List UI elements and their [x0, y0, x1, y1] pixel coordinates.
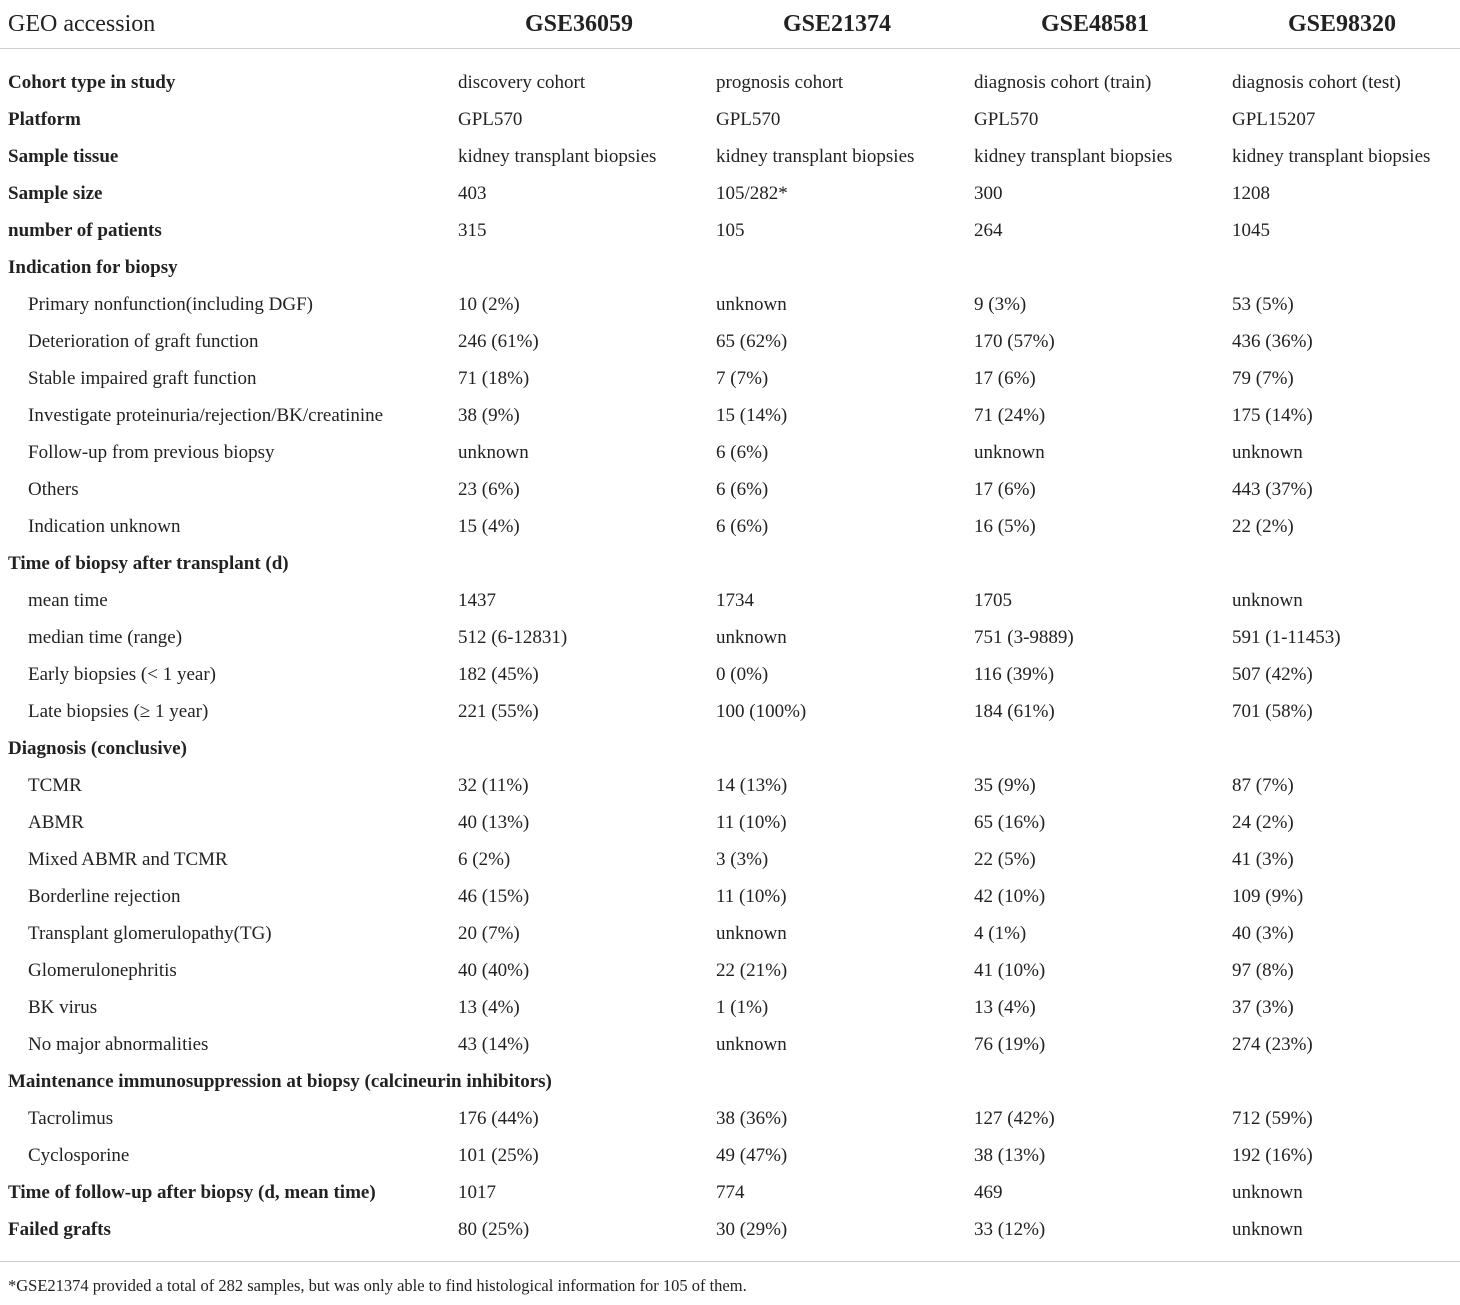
- row-value-gse98320: 53 (5%): [1232, 293, 1294, 315]
- row-value-gse98320: unknown: [1232, 1218, 1303, 1240]
- table-top-spacer: [0, 49, 1460, 65]
- row-value-gse48581: 4 (1%): [974, 922, 1027, 944]
- row-label: Deterioration of graft function: [28, 330, 259, 352]
- row-value-gse21374: 11 (10%): [716, 811, 787, 833]
- row-value-gse48581: GPL570: [974, 108, 1039, 130]
- row-value-gse48581: 751 (3-9889): [974, 626, 1074, 648]
- row-value-gse48581: 33 (12%): [974, 1218, 1046, 1240]
- row-value-gse21374: 6 (6%): [716, 441, 769, 463]
- row-value-gse21374: 38 (36%): [716, 1107, 788, 1129]
- row-label: mean time: [28, 589, 108, 611]
- row-value-gse98320: 40 (3%): [1232, 922, 1294, 944]
- row-label: number of patients: [8, 219, 162, 241]
- row-value-gse98320: unknown: [1232, 441, 1303, 463]
- row-value-gse48581: 17 (6%): [974, 367, 1036, 389]
- row-value-gse48581: 17 (6%): [974, 478, 1036, 500]
- row-value-gse21374: 11 (10%): [716, 885, 787, 907]
- table-row: [0, 656, 1460, 693]
- row-label: No major abnormalities: [28, 1033, 209, 1055]
- header-col-gse48581: GSE48581: [966, 0, 1224, 49]
- row-value-gse21374: unknown: [716, 922, 787, 944]
- row-value-gse98320: 97 (8%): [1232, 959, 1294, 981]
- table-header: [0, 0, 1460, 49]
- table-row: [0, 323, 1460, 360]
- row-value-gse36059: unknown: [458, 441, 529, 463]
- row-label: Others: [28, 478, 79, 500]
- row-value-gse36059: 101 (25%): [458, 1144, 539, 1166]
- row-value-gse36059: 512 (6-12831): [458, 626, 568, 648]
- row-label: Time of follow-up after biopsy (d, mean time): [8, 1181, 376, 1203]
- row-value-gse48581: 71 (24%): [974, 404, 1046, 426]
- row-value-gse21374: 15 (14%): [716, 404, 788, 426]
- row-value-gse98320: [1224, 730, 1460, 767]
- row-value-gse21374: [708, 1063, 966, 1100]
- row-value-gse21374: 105: [716, 219, 745, 241]
- row-value-gse48581: diagnosis cohort (train): [974, 71, 1152, 93]
- row-value-gse98320: [1224, 545, 1460, 582]
- row-label: Investigate proteinuria/rejection/BK/creatinine: [28, 404, 384, 426]
- table-row: [0, 434, 1460, 471]
- row-value-gse21374: prognosis cohort: [716, 71, 844, 93]
- row-value-gse48581: 127 (42%): [974, 1107, 1055, 1129]
- row-value-gse48581: 13 (4%): [974, 996, 1036, 1018]
- row-value-gse21374: 100 (100%): [716, 700, 807, 722]
- table-row: [0, 915, 1460, 952]
- row-label: BK virus: [28, 996, 98, 1018]
- row-value-gse98320: diagnosis cohort (test): [1232, 71, 1401, 93]
- row-value-gse36059: 40 (40%): [458, 959, 530, 981]
- row-label: median time (range): [28, 626, 183, 648]
- table-row: [0, 508, 1460, 545]
- row-value-gse48581: [966, 1063, 1224, 1100]
- row-value-gse36059: 6 (2%): [458, 848, 511, 870]
- row-value-gse48581: 76 (19%): [974, 1033, 1046, 1055]
- row-value-gse36059: 15 (4%): [458, 515, 520, 537]
- table-row: [0, 619, 1460, 656]
- header-col-gse21374: GSE21374: [708, 0, 966, 49]
- row-value-gse36059: [450, 545, 708, 582]
- row-value-gse48581: kidney transplant biopsies: [974, 145, 1173, 167]
- row-value-gse36059: 46 (15%): [458, 885, 530, 907]
- table-row: [0, 545, 1460, 582]
- header-row: [0, 0, 1460, 49]
- row-value-gse21374: 1 (1%): [716, 996, 769, 1018]
- row-value-gse98320: 87 (7%): [1232, 774, 1294, 796]
- row-label: Early biopsies (< 1 year): [28, 663, 216, 685]
- row-value-gse98320: 37 (3%): [1232, 996, 1294, 1018]
- row-label: Failed grafts: [8, 1218, 111, 1240]
- row-value-gse48581: 1705: [974, 589, 1012, 611]
- row-value-gse98320: 41 (3%): [1232, 848, 1294, 870]
- row-label: Cohort type in study: [8, 71, 176, 93]
- row-value-gse98320: 712 (59%): [1232, 1107, 1313, 1129]
- row-value-gse48581: [966, 249, 1224, 286]
- table-row: [0, 360, 1460, 397]
- row-label: Indication for biopsy: [8, 256, 178, 278]
- row-value-gse98320: GPL15207: [1232, 108, 1316, 130]
- table-row: [0, 952, 1460, 989]
- row-value-gse98320: 1045: [1232, 219, 1270, 241]
- row-value-gse98320: 1208: [1232, 182, 1270, 204]
- row-value-gse21374: [708, 249, 966, 286]
- row-label: Sample tissue: [8, 145, 119, 167]
- table-row: [0, 101, 1460, 138]
- row-label: Transplant glomerulopathy(TG): [28, 922, 272, 944]
- row-value-gse21374: 0 (0%): [716, 663, 769, 685]
- table-row: [0, 804, 1460, 841]
- row-value-gse98320: 79 (7%): [1232, 367, 1294, 389]
- row-value-gse48581: 184 (61%): [974, 700, 1055, 722]
- row-value-gse98320: [1224, 249, 1460, 286]
- row-value-gse21374: 774: [716, 1181, 745, 1203]
- row-value-gse98320: kidney transplant biopsies: [1232, 145, 1431, 167]
- row-value-gse36059: 71 (18%): [458, 367, 530, 389]
- table-row: [0, 767, 1460, 804]
- row-value-gse48581: 35 (9%): [974, 774, 1036, 796]
- table-row: [0, 212, 1460, 249]
- table-body: [0, 49, 1460, 1262]
- row-value-gse36059: 182 (45%): [458, 663, 539, 685]
- row-label: Follow-up from previous biopsy: [28, 441, 275, 463]
- table-row: [0, 1026, 1460, 1063]
- table-row: [0, 582, 1460, 619]
- row-value-gse21374: [708, 545, 966, 582]
- header-col-gse98320: GSE98320: [1224, 0, 1460, 49]
- row-value-gse36059: [450, 249, 708, 286]
- table-row: [0, 1174, 1460, 1211]
- row-value-gse36059: 32 (11%): [458, 774, 529, 796]
- table-row: [0, 471, 1460, 508]
- row-value-gse36059: [450, 730, 708, 767]
- row-value-gse36059: 80 (25%): [458, 1218, 530, 1240]
- row-label: TCMR: [28, 774, 82, 796]
- row-value-gse36059: 315: [458, 219, 487, 241]
- table-row: [0, 730, 1460, 767]
- row-value-gse48581: 116 (39%): [974, 663, 1055, 685]
- row-value-gse98320: 701 (58%): [1232, 700, 1313, 722]
- row-value-gse21374: 7 (7%): [716, 367, 769, 389]
- row-value-gse48581: 41 (10%): [974, 959, 1046, 981]
- row-value-gse36059: 176 (44%): [458, 1107, 539, 1129]
- row-value-gse36059: 13 (4%): [458, 996, 520, 1018]
- row-value-gse98320: unknown: [1232, 589, 1303, 611]
- row-value-gse36059: 23 (6%): [458, 478, 520, 500]
- row-value-gse98320: 109 (9%): [1232, 885, 1304, 907]
- row-value-gse36059: 246 (61%): [458, 330, 539, 352]
- row-label: Primary nonfunction(including DGF): [28, 293, 313, 315]
- row-value-gse98320: 274 (23%): [1232, 1033, 1313, 1055]
- table-row: [0, 989, 1460, 1026]
- row-value-gse98320: 443 (37%): [1232, 478, 1313, 500]
- table-row: [0, 1137, 1460, 1174]
- row-label: Cyclosporine: [28, 1144, 130, 1166]
- table-row: [0, 878, 1460, 915]
- table-bottom-rule: [0, 1248, 1460, 1262]
- row-value-gse48581: 264: [974, 219, 1003, 241]
- table-row: [0, 138, 1460, 175]
- table-row: [0, 397, 1460, 434]
- header-label: GEO accession: [0, 0, 450, 49]
- row-value-gse48581: 22 (5%): [974, 848, 1036, 870]
- row-value-gse98320: 175 (14%): [1232, 404, 1313, 426]
- row-value-gse98320: 436 (36%): [1232, 330, 1313, 352]
- row-label: Late biopsies (≥ 1 year): [28, 700, 209, 722]
- row-value-gse21374: 65 (62%): [716, 330, 788, 352]
- table-row: [0, 841, 1460, 878]
- row-value-gse21374: unknown: [716, 626, 787, 648]
- row-value-gse21374: 105/282*: [716, 182, 788, 204]
- row-value-gse21374: GPL570: [716, 108, 781, 130]
- row-value-gse21374: 49 (47%): [716, 1144, 788, 1166]
- row-label: Time of biopsy after transplant (d): [8, 552, 289, 574]
- row-label: Indication unknown: [28, 515, 181, 537]
- row-value-gse21374: unknown: [716, 293, 787, 315]
- row-label: ABMR: [28, 811, 84, 833]
- table-row: [0, 286, 1460, 323]
- row-label: Glomerulonephritis: [28, 959, 177, 981]
- header-col-gse36059: GSE36059: [450, 0, 708, 49]
- table-row: [0, 1211, 1460, 1248]
- row-value-gse36059: 38 (9%): [458, 404, 520, 426]
- row-value-gse21374: kidney transplant biopsies: [716, 145, 915, 167]
- row-value-gse36059: 403: [458, 182, 487, 204]
- row-value-gse21374: 3 (3%): [716, 848, 769, 870]
- table-row: [0, 1100, 1460, 1137]
- row-value-gse21374: unknown: [716, 1033, 787, 1055]
- row-label: Mixed ABMR and TCMR: [28, 848, 228, 870]
- row-value-gse48581: [966, 730, 1224, 767]
- row-value-gse21374: 22 (21%): [716, 959, 788, 981]
- table-row: [0, 1063, 1460, 1100]
- row-value-gse48581: 42 (10%): [974, 885, 1046, 907]
- row-label: Stable impaired graft function: [28, 367, 257, 389]
- row-value-gse98320: 22 (2%): [1232, 515, 1294, 537]
- row-label: Maintenance immunosuppression at biopsy (calcineurin inhibitors): [8, 1070, 552, 1092]
- row-value-gse98320: 24 (2%): [1232, 811, 1294, 833]
- row-value-gse48581: 16 (5%): [974, 515, 1036, 537]
- row-label: Diagnosis (conclusive): [8, 737, 187, 759]
- row-label: Tacrolimus: [28, 1107, 114, 1129]
- row-value-gse36059: kidney transplant biopsies: [458, 145, 657, 167]
- row-value-gse48581: 38 (13%): [974, 1144, 1046, 1166]
- row-value-gse98320: 507 (42%): [1232, 663, 1313, 685]
- row-value-gse48581: 9 (3%): [974, 293, 1027, 315]
- row-value-gse48581: unknown: [974, 441, 1045, 463]
- row-value-gse98320: unknown: [1232, 1181, 1303, 1203]
- table-footnote: *GSE21374 provided a total of 282 samples, but was only able to find histological information for 105 of them.: [8, 1276, 747, 1295]
- row-value-gse21374: [708, 730, 966, 767]
- table-row: [0, 693, 1460, 730]
- row-value-gse48581: [966, 545, 1224, 582]
- row-value-gse36059: 221 (55%): [458, 700, 539, 722]
- row-label: Sample size: [8, 182, 103, 204]
- row-value-gse21374: 6 (6%): [716, 515, 769, 537]
- table-row: [0, 249, 1460, 286]
- row-value-gse48581: 469: [974, 1181, 1003, 1203]
- row-value-gse21374: 14 (13%): [716, 774, 788, 796]
- table-row: [0, 64, 1460, 101]
- row-value-gse21374: 6 (6%): [716, 478, 769, 500]
- row-value-gse98320: 591 (1-11453): [1232, 626, 1341, 648]
- row-value-gse21374: 30 (29%): [716, 1218, 788, 1240]
- row-value-gse48581: 65 (16%): [974, 811, 1046, 833]
- row-label: Platform: [8, 108, 81, 130]
- row-value-gse21374: 1734: [716, 589, 754, 611]
- row-value-gse98320: 192 (16%): [1232, 1144, 1313, 1166]
- row-value-gse36059: 20 (7%): [458, 922, 520, 944]
- row-value-gse36059: 40 (13%): [458, 811, 530, 833]
- table-row: [0, 175, 1460, 212]
- row-value-gse48581: 300: [974, 182, 1003, 204]
- row-label: Borderline rejection: [28, 885, 181, 907]
- row-value-gse36059: 1017: [458, 1181, 496, 1203]
- row-value-gse36059: GPL570: [458, 108, 523, 130]
- row-value-gse48581: 170 (57%): [974, 330, 1055, 352]
- row-value-gse36059: 10 (2%): [458, 293, 520, 315]
- row-value-gse36059: 43 (14%): [458, 1033, 530, 1055]
- row-value-gse36059: 1437: [458, 589, 496, 611]
- row-value-gse36059: discovery cohort: [458, 71, 586, 93]
- row-value-gse98320: [1224, 1063, 1460, 1100]
